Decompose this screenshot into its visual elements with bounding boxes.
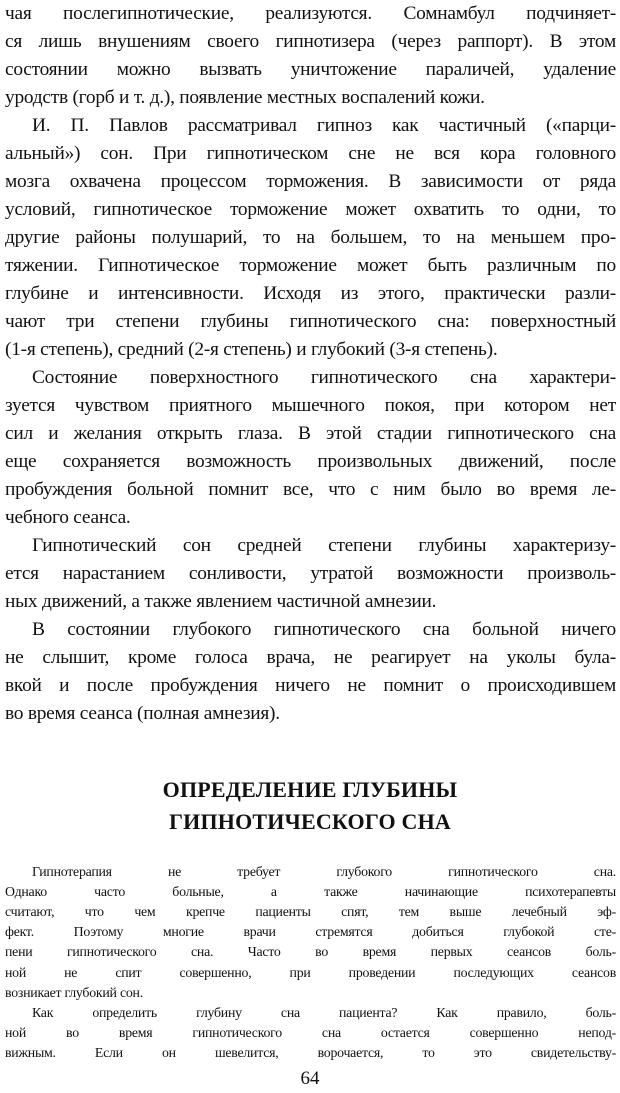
text-line: считают, что чем крепче пациенты спят, тем выше лечебный эф- [5,904,616,920]
text-line: мозга охвачена процессом торможения. В зависимости от ряда [5,171,616,192]
text-line: Гипнотический сон средней степени глубины характеризу- [32,535,616,556]
text-line: вкой и после пробуждения ничего не помнит о происходившем [5,675,616,696]
text-line: не слышит, кроме голоса врача, не реагирует на уколы була- [5,647,616,668]
text-line: вижным. Если он шевелится, ворочается, то это свидетельству- [5,1044,616,1060]
text-line: фект. Поэтому многие врачи стремятся добиться глубокой сте- [5,924,616,940]
text-line: зуется чувством приятного мышечного покоя, при котором нет [5,395,616,416]
text-line: ной во время гипнотического сна остается совершенно непод- [5,1024,616,1040]
text-line: пени гипнотического сна. Часто во время первых сеансов боль- [5,944,616,960]
text-line: ной не спит совершенно, при проведении последующих сеансов [5,964,616,980]
text-line: тяжении. Гипнотическое торможение может быть различным по [5,255,616,276]
text-line: ется нарастанием сонливости, утратой возможности произволь- [5,563,616,584]
text-line: чебного сеанса. [5,507,131,528]
text-line: чают три степени глубины гипнотического сна: поверхностный [5,311,616,332]
text-line: во время сеанса (полная амнезия). [5,703,280,724]
text-line: альный») сон. При гипнотическом сне не вся кора головного [5,143,616,164]
heading-line-2: ГИПНОТИЧЕСКОГО СНА [168,809,451,834]
text-line: сил и желания открыть глаза. В этой стадии гипнотического сна [5,423,616,444]
text-line: уродств (горб и т. д.), появление местных воспалений кожи. [5,87,485,108]
text-line: состоянии можно вызвать уничтожение параличей, удаление [5,59,616,80]
text-line: чая послегипнотические, реализуются. Сомнамбул подчиняет- [5,3,616,24]
text-line: ся лишь внушениям своего гипнотизера (через раппорт). В этом [5,31,616,52]
text-line: пробуждения больной помнит все, что с ним было во время ле- [5,479,616,500]
text-line: В состоянии глубокого гипнотического сна больной ничего [32,619,616,640]
text-line: ных движений, а также явлением частичной амнезии. [5,591,437,612]
text-line: И. П. Павлов рассматривал гипноз как частичный («парци- [32,115,616,136]
heading-line-1: ОПРЕДЕЛЕНИЕ ГЛУБИНЫ [162,777,458,802]
text-line: (1-я степень), средний (2-я степень) и глубокий (3-я степень). [5,339,498,360]
page-number: 64 [300,1068,320,1089]
text-line: возникает глубокий сон. [5,984,143,1000]
text-line: Состояние поверхностного гипнотического сна характери- [32,367,616,388]
text-line: Как определить глубину сна пациента? Как правило, боль- [32,1004,616,1020]
text-line: глубине и интенсивности. Исходя из этого, практически разли- [5,283,616,304]
text-line: Однако часто больные, а также начинающие психотерапевты [5,884,616,900]
text-line: Гипнотерапия не требует глубокого гипнотического сна. [32,864,616,879]
text-line: другие районы полушарий, то на большем, то на меньшем про- [5,227,616,248]
text-line: условий, гипнотическое торможение может охватить то одни, то [5,199,616,220]
text-line: еще сохраняется возможность произвольных движений, после [5,451,616,472]
